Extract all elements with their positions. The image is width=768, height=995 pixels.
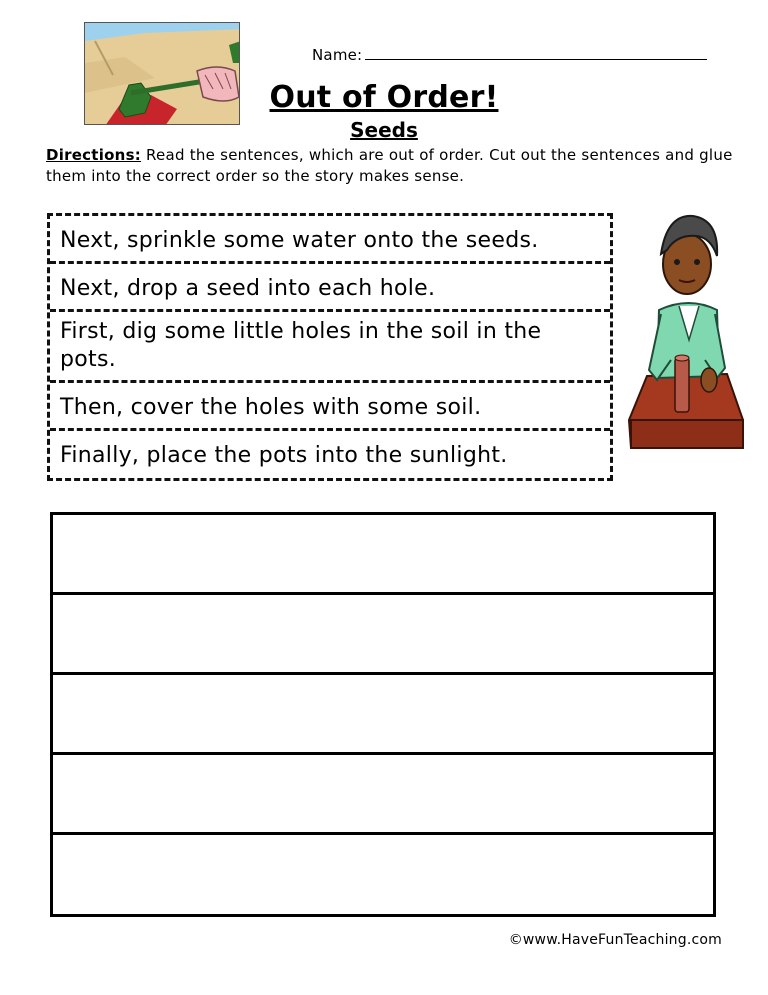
answer-row[interactable] [53, 515, 713, 595]
answer-row[interactable] [53, 595, 713, 675]
name-underline [365, 46, 707, 60]
page-title: Out of Order! [269, 80, 499, 115]
directions [46, 145, 736, 187]
page-subtitle: Seeds [350, 118, 418, 142]
directions-label: Directions: [46, 146, 142, 164]
name-label: Name: [312, 46, 363, 64]
sentence-strip[interactable]: First, dig some little holes in the soil in the pots. [50, 312, 610, 383]
answer-row[interactable] [53, 675, 713, 755]
sentence-strip[interactable]: Then, cover the holes with some soil. [50, 383, 610, 431]
name-field[interactable] [312, 46, 707, 64]
sentence-strip[interactable]: Next, sprinkle some water onto the seeds. [50, 216, 610, 264]
answer-grid [50, 512, 716, 917]
directions-text: Read the sentences, which are out of order. Cut out the sentences and glue them into the correct order so the story makes sense. [46, 146, 733, 185]
answer-row[interactable] [53, 755, 713, 835]
answer-row[interactable] [53, 835, 713, 915]
copyright-footer: ©www.HaveFunTeaching.com [508, 932, 722, 948]
woman-at-desk-illustration-icon [627, 210, 745, 455]
sentence-strip[interactable]: Finally, place the pots into the sunlight. [60, 443, 508, 468]
sentence-strip[interactable]: Next, drop a seed into each hole. [50, 264, 610, 312]
cut-out-sentences [47, 213, 613, 481]
